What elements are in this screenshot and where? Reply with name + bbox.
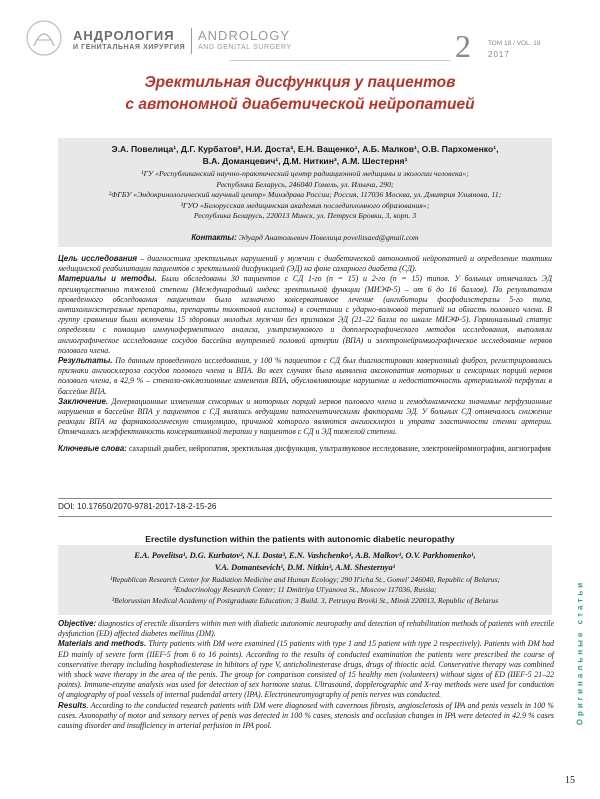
abstract-paragraph: [58, 274, 552, 356]
contacts-label: Контакты:: [191, 233, 237, 242]
keywords-label: Ключевые слова:: [58, 443, 127, 453]
authors-en: [60, 550, 550, 573]
section-rule: [58, 516, 552, 517]
authors-ru: [60, 143, 550, 167]
affiliation-line: ²ФГБУ «Эндокринологический научный центр» Минздрава России; Россия, 117036 Москва, ул. Дмитрия Ульянова, 11;: [108, 190, 502, 199]
page-number: 15: [565, 775, 575, 786]
journal-title-ru: АНДРОЛОГИЯ: [73, 28, 175, 43]
authors-ru-line: В.А. Доманцевич¹, Д.М. Ниткин³, А.М. Шестерня¹: [202, 156, 408, 166]
abstract-paragraph: [58, 356, 552, 397]
section-side-label: [566, 548, 585, 768]
issue-number: 2: [455, 28, 471, 64]
side-label-text: Оригинальные статьи: [575, 579, 585, 726]
contacts-text: Эдуард Анатольевич Повелица povelitsaed@gmail.com: [236, 233, 419, 242]
journal-subtitle-ru: И ГЕНИТАЛЬНАЯ ХИРУРГИЯ: [73, 44, 186, 51]
keywords-text: сахарный диабет, нейропатия, эректильная дисфункция, ультразвуковое исследование, электронейромиография, ангиография: [126, 443, 551, 453]
article-title-ru: [0, 72, 600, 116]
abstract-text: Были обследованы 30 пациентов с СД 1-го (n = 15) и 2-го (n = 15) типов. У больных отмечалась ЭД преимущественно тяжелой степени (Международный индекс эректильной функции (МИЭФ-5) – от 6 до 16 баллов). По результатам проведенного обследования пациентам было назначено консервативное лечение (ингибиторы фосфодиэстеразы 5-го типа, антихолинэстеразные препараты, препараты тиоктовой кислоты) в сочетании с ударно-волновой терапией на область полового члена. В группу сравнения были включены 15 здоровых молодых мужчин без признаков ЭД (21–22 балла по шкале МИЭФ-5). Гормональный статус определяли с помощью иммуноферментного анализа, ультразвукового и допплерографического методов исследования, выполняли ангиографическое исследование сосудов бассейна внутренней половой артерии (ВПА) и электронейромиографическое исследование нервов полового члена.: [58, 274, 552, 355]
abstract-text: – диагностика эректильных нарушений у мужчин с диабетической автономной нейропатией и определение тактики медицинской реабилитации пациентов с эректильной дисфункцией (ЭД) на фоне сахарного диабета (СД).: [58, 254, 552, 274]
abstract-ru: [58, 254, 552, 454]
affiliation-line: ¹Republican Research Center for Radiation Medicine and Human Ecology; 290 Il'icha St., Gomel' 246040, Republic of Belarus;: [109, 575, 501, 584]
section-rule: [58, 498, 552, 499]
header-rule: [230, 60, 450, 61]
abstract-label: Результаты.: [58, 356, 113, 366]
abstract-paragraph: [58, 619, 554, 639]
affiliation-line: ³Belorussian Medical Academy of Postgraduate Education; 3 Build. 3, Petrusya Brovki St., Minsk 220013, Republic of Belarus: [111, 595, 499, 605]
doi[interactable]: DOI: 10.17650/2070-9781-2017-18-2-15-26: [58, 502, 217, 511]
journal-subtitle-en: AND GENITAL SURGERY: [198, 44, 292, 51]
header-divider: [191, 28, 192, 54]
issue-year: 2017: [488, 50, 510, 59]
keywords-ru: [58, 444, 552, 454]
title-ru-line: Эректильная дисфункция у пациентов: [144, 74, 456, 91]
abstract-label: Materials and methods.: [58, 639, 147, 649]
abstract-paragraph: [58, 639, 554, 700]
affiliation-line: ²Endocrinology Research Center; 11 Dmitriya Ul'yanova St., Moscow 117036, Russia;: [173, 585, 437, 595]
abstract-text: diagnostics of erectile disorders within men with diabetic autonomic neuropathy and detection of rehabilitation methods of patients with erectile dysfunction (ED) affected diabetes mellitus (DM).: [58, 619, 554, 639]
abstract-label: Objective:: [58, 619, 97, 628]
abstract-text: . According to the conducted research patients with DM were diagnosed with cavernous fibrosis, angiosclerosis of IPA and penis vessels in 100 % cases. Axonopathy of motor and sensory nerves of penis was detected in 100 % cases, stenosis and occlusion changes in IPA were detected in 42.9 % cases causing disorder and insufficiency in arterial perfusion in IPA pool.: [58, 700, 554, 731]
abstract-en: [58, 619, 554, 731]
abstract-label: Results: [58, 700, 87, 710]
abstract-label: Цель исследования: [58, 254, 138, 263]
abstract-label: Заключение.: [58, 396, 109, 406]
journal-logo-icon: [24, 18, 64, 58]
affiliation-line: Республика Беларусь, 220013 Минск, ул. Петруся Бровки, 3, корп. 3: [193, 211, 417, 220]
abstract-paragraph: [58, 254, 552, 274]
abstract-paragraph: [58, 701, 554, 732]
authors-en-line: V.A. Domantsevich¹, D.M. Nitkin³, A.M. Shesternya¹: [214, 562, 396, 572]
abstract-text: Денервационные изменения сенсорных и моторных порций нервов полового члена и гемодинамически значимые перфузионные нарушения в бассейне ВПА у пациентов с СД являлись ведущими патогенетическими факторами ЭД. У больных СД отмечалось снижение реакции ВПА на фармакологическую стимуляцию, причиной которого являются ангиосклероз и утрата эластичности стенки артерии. Отмечалась неэффективность консервативной терапии у пациентов с СД и ЭД тяжелой степени.: [58, 396, 552, 437]
affiliations-en: [60, 575, 550, 606]
article-title-en: Erectile dysfunction within the patients with autonomic diabetic neuropathy: [145, 534, 455, 544]
contacts-ru: [60, 233, 550, 242]
abstract-text: Thirty patients with DM were examined (15 patients with type 1 and 15 patient with type 2 respectively). Patients with DM had ED mainly of severe form (IIEF-5 from 6 to 16 points). According to the results of conducted examination the patients were prescribed the course of conservative therapy including hosphodiesterase in hibitors of type V, anticholinesterase drugs, drugs of thioctic acid. Conservative therapy was combined with shock wave therapy in the area of the penis. The group for comparison consisted of 15 healthy men (volunteers) without signs of ED (IIEF-5 21–22 points). Immune-enzyme analysis was used for detection of sex hormone status. Ultrasound, dopplerographic and X-ray methods were used for conduction of angiography of pool vessels of internal pudendal artery (IPA). Electroneuromyography of penis nerves was conducted.: [58, 639, 554, 700]
journal-title-en: ANDROLOGY: [198, 28, 291, 43]
title-ru-line: с автономной диабетической нейропатией: [125, 96, 475, 113]
abstract-paragraph: [58, 397, 552, 438]
abstract-label: Материалы и методы.: [58, 274, 157, 284]
authors-ru-line: Э.А. Повелица¹, Д.Г. Курбатов², Н.И. Доста³, Е.Н. Ващенко¹, А.Б. Малков¹, О.В. Пархоменко¹,: [111, 144, 499, 154]
affiliation-line: ³ГУО «Белорусская медицинская академия последипломного образования»;: [180, 200, 430, 210]
issue-volume: ТОМ 18 / VOL. 18: [488, 40, 541, 47]
affiliation-line: ¹ГУ «Республиканский научно-практический центр радиационной медицины и экологии человека»;: [141, 169, 469, 178]
authors-en-line: E.A. Povelitsa¹, D.G. Kurbatov², N.I. Dosta³, E.N. Vashchenko¹, A.B. Malkov¹, O.V. Parkhomenko¹,: [134, 551, 476, 560]
affiliation-line: Республика Беларусь, 246040 Гомель, ул. Ильича, 290;: [216, 179, 394, 189]
affiliations-ru: [60, 169, 550, 222]
journal-header: [0, 0, 600, 70]
abstract-text: По данным проведенного исследования, у 100 % пациентов с СД был диагностирован кавернозный фиброз, регистрировались признаки ангиосклероза сосудов полового члена и ВПА. Во всех случаях была выявлена аксонопатия моторных и сенсорных порций нервов полового члена, в 42,9 % – стенозо-окклюзионные изменения ВПА, обусловливающие нарушение и недостаточность артериальной перфузии в бассейне ВПА.: [58, 356, 552, 396]
